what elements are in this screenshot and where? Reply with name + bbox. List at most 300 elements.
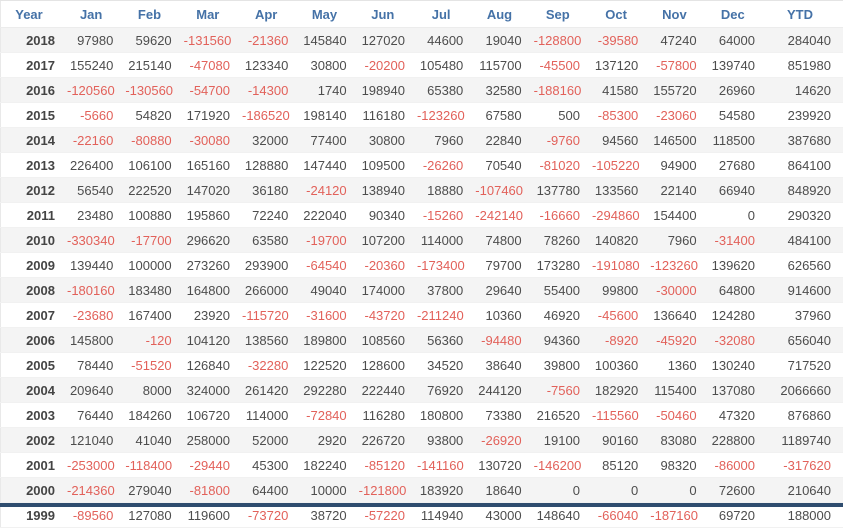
value-cell: -47080	[184, 53, 242, 78]
value-cell: -146200	[534, 453, 592, 478]
value-cell: 273260	[184, 253, 242, 278]
value-cell: 145840	[300, 28, 358, 53]
value-cell: -50460	[650, 403, 708, 428]
value-cell: 56360	[417, 328, 475, 353]
value-cell: 198940	[359, 78, 417, 103]
value-cell: 851980	[767, 53, 843, 78]
value-cell: -330340	[67, 228, 125, 253]
value-cell: -115560	[592, 403, 650, 428]
value-cell: -107460	[475, 178, 533, 203]
year-cell: 2014	[1, 128, 68, 153]
value-cell: -115720	[242, 303, 300, 328]
column-header-jan[interactable]: Jan	[67, 1, 125, 28]
table-row	[1, 453, 843, 478]
year-cell: 2004	[1, 378, 68, 403]
value-cell: 279040	[125, 478, 183, 503]
value-cell: 7960	[650, 228, 708, 253]
table-header	[1, 1, 843, 28]
table-row	[1, 353, 843, 378]
value-cell: 22140	[650, 178, 708, 203]
value-cell: -186520	[242, 103, 300, 128]
value-cell: 114940	[417, 503, 475, 528]
value-cell: -45600	[592, 303, 650, 328]
column-header-apr[interactable]: Apr	[242, 1, 300, 28]
header-row	[1, 1, 843, 28]
value-cell: 239920	[767, 103, 843, 128]
value-cell: -26260	[417, 153, 475, 178]
value-cell: -86000	[709, 453, 767, 478]
value-cell: 122520	[300, 353, 358, 378]
value-cell: 66940	[709, 178, 767, 203]
value-cell: -32280	[242, 353, 300, 378]
year-cell: 2008	[1, 278, 68, 303]
value-cell: 261420	[242, 378, 300, 403]
value-cell: -29440	[184, 453, 242, 478]
value-cell: -19700	[300, 228, 358, 253]
value-cell: 100880	[125, 203, 183, 228]
value-cell: 99800	[592, 278, 650, 303]
value-cell: 38720	[300, 503, 358, 528]
value-cell: -73720	[242, 503, 300, 528]
value-cell: 123340	[242, 53, 300, 78]
value-cell: -8920	[592, 328, 650, 353]
value-cell: 182920	[592, 378, 650, 403]
value-cell: 500	[534, 103, 592, 128]
value-cell: 226400	[67, 153, 125, 178]
value-cell: 85120	[592, 453, 650, 478]
value-cell: 98320	[650, 453, 708, 478]
value-cell: 114000	[417, 228, 475, 253]
value-cell: 104120	[184, 328, 242, 353]
table-row	[1, 428, 843, 453]
column-header-year[interactable]: Year	[1, 1, 68, 28]
column-header-feb[interactable]: Feb	[125, 1, 183, 28]
value-cell: 41040	[125, 428, 183, 453]
value-cell: -130560	[125, 78, 183, 103]
value-cell: 10360	[475, 303, 533, 328]
column-header-mar[interactable]: Mar	[184, 1, 242, 28]
column-header-sep[interactable]: Sep	[534, 1, 592, 28]
value-cell: -141160	[417, 453, 475, 478]
value-cell: -22160	[67, 128, 125, 153]
value-cell: 324000	[184, 378, 242, 403]
value-cell: -128800	[534, 28, 592, 53]
value-cell: 258000	[184, 428, 242, 453]
value-cell: -45920	[650, 328, 708, 353]
value-cell: 292280	[300, 378, 358, 403]
value-cell: 45300	[242, 453, 300, 478]
value-cell: 293900	[242, 253, 300, 278]
value-cell: -173400	[417, 253, 475, 278]
column-header-aug[interactable]: Aug	[475, 1, 533, 28]
value-cell: -57800	[650, 53, 708, 78]
value-cell: -5660	[67, 103, 125, 128]
table-row	[1, 253, 843, 278]
value-cell: -64540	[300, 253, 358, 278]
value-cell: 198140	[300, 103, 358, 128]
value-cell: -242140	[475, 203, 533, 228]
value-cell: 73380	[475, 403, 533, 428]
value-cell: -30000	[650, 278, 708, 303]
value-cell: 2066660	[767, 378, 843, 403]
value-cell: -39580	[592, 28, 650, 53]
value-cell: 78440	[67, 353, 125, 378]
value-cell: 876860	[767, 403, 843, 428]
value-cell: 195860	[184, 203, 242, 228]
value-cell: -294860	[592, 203, 650, 228]
year-cell: 2009	[1, 253, 68, 278]
value-cell: 107200	[359, 228, 417, 253]
value-cell: 43000	[475, 503, 533, 528]
value-cell: 10000	[300, 478, 358, 503]
value-cell: 64800	[709, 278, 767, 303]
year-cell: 2011	[1, 203, 68, 228]
value-cell: 167400	[125, 303, 183, 328]
value-cell: 37960	[767, 303, 843, 328]
value-cell: -9760	[534, 128, 592, 153]
value-cell: 47320	[709, 403, 767, 428]
value-cell: 222040	[300, 203, 358, 228]
value-cell: 64000	[709, 28, 767, 53]
table-row	[1, 478, 843, 503]
value-cell: 106720	[184, 403, 242, 428]
value-cell: 484100	[767, 228, 843, 253]
value-cell: 1189740	[767, 428, 843, 453]
table-row	[1, 178, 843, 203]
value-cell: 0	[650, 478, 708, 503]
value-cell: 54820	[125, 103, 183, 128]
value-cell: -51520	[125, 353, 183, 378]
column-header-jul[interactable]: Jul	[417, 1, 475, 28]
value-cell: 171920	[184, 103, 242, 128]
value-cell: 41580	[592, 78, 650, 103]
value-cell: 90160	[592, 428, 650, 453]
value-cell: 137780	[534, 178, 592, 203]
year-cell: 2000	[1, 478, 68, 503]
value-cell: 109500	[359, 153, 417, 178]
value-cell: 47240	[650, 28, 708, 53]
value-cell: -7560	[534, 378, 592, 403]
table-row	[1, 203, 843, 228]
value-cell: 130240	[709, 353, 767, 378]
value-cell: 118500	[709, 128, 767, 153]
value-cell: 74800	[475, 228, 533, 253]
value-cell: 290320	[767, 203, 843, 228]
value-cell: 100000	[125, 253, 183, 278]
value-cell: 626560	[767, 253, 843, 278]
value-cell: 7960	[417, 128, 475, 153]
value-cell: -214360	[67, 478, 125, 503]
table-row	[1, 228, 843, 253]
year-cell: 2015	[1, 103, 68, 128]
column-header-ytd[interactable]: YTD	[767, 1, 843, 28]
year-cell: 2003	[1, 403, 68, 428]
value-cell: 189800	[300, 328, 358, 353]
value-cell: 717520	[767, 353, 843, 378]
value-cell: 133560	[592, 178, 650, 203]
value-cell: 30800	[300, 53, 358, 78]
value-cell: 44600	[417, 28, 475, 53]
value-cell: 22840	[475, 128, 533, 153]
value-cell: -131560	[184, 28, 242, 53]
value-cell: 2920	[300, 428, 358, 453]
value-cell: 173280	[534, 253, 592, 278]
year-cell: 2016	[1, 78, 68, 103]
value-cell: 59620	[125, 28, 183, 53]
table-row	[1, 78, 843, 103]
value-cell: 184260	[125, 403, 183, 428]
value-cell: -32080	[709, 328, 767, 353]
value-cell: 14620	[767, 78, 843, 103]
value-cell: 105480	[417, 53, 475, 78]
bottom-bar	[0, 503, 843, 507]
value-cell: -31400	[709, 228, 767, 253]
value-cell: -123260	[417, 103, 475, 128]
value-cell: 848920	[767, 178, 843, 203]
column-header-may[interactable]: May	[300, 1, 358, 28]
year-cell: 2017	[1, 53, 68, 78]
value-cell: 93800	[417, 428, 475, 453]
value-cell: 67580	[475, 103, 533, 128]
column-header-jun[interactable]: Jun	[359, 1, 417, 28]
value-cell: -123260	[650, 253, 708, 278]
value-cell: 165160	[184, 153, 242, 178]
value-cell: 116180	[359, 103, 417, 128]
value-cell: 26960	[709, 78, 767, 103]
value-cell: 55400	[534, 278, 592, 303]
year-cell: 2013	[1, 153, 68, 178]
value-cell: 23920	[184, 303, 242, 328]
year-cell: 2010	[1, 228, 68, 253]
value-cell: 106100	[125, 153, 183, 178]
value-cell: -188160	[534, 78, 592, 103]
value-cell: 284040	[767, 28, 843, 53]
year-cell: 2007	[1, 303, 68, 328]
value-cell: 49040	[300, 278, 358, 303]
value-cell: -30080	[184, 128, 242, 153]
value-cell: 94360	[534, 328, 592, 353]
value-cell: -81800	[184, 478, 242, 503]
value-cell: 864100	[767, 153, 843, 178]
value-cell: -85120	[359, 453, 417, 478]
value-cell: 72240	[242, 203, 300, 228]
value-cell: 180800	[417, 403, 475, 428]
value-cell: 0	[534, 478, 592, 503]
value-cell: 128880	[242, 153, 300, 178]
value-cell: 97980	[67, 28, 125, 53]
value-cell: 147440	[300, 153, 358, 178]
value-cell: 137080	[709, 378, 767, 403]
value-cell: 108560	[359, 328, 417, 353]
value-cell: 115400	[650, 378, 708, 403]
value-cell: 34520	[417, 353, 475, 378]
value-cell: -120560	[67, 78, 125, 103]
table-row	[1, 328, 843, 353]
value-cell: 32000	[242, 128, 300, 153]
value-cell: 52000	[242, 428, 300, 453]
value-cell: 90340	[359, 203, 417, 228]
value-cell: 76440	[67, 403, 125, 428]
value-cell: -66040	[592, 503, 650, 528]
value-cell: 56540	[67, 178, 125, 203]
value-cell: -118400	[125, 453, 183, 478]
year-cell: 2006	[1, 328, 68, 353]
value-cell: 124280	[709, 303, 767, 328]
value-cell: -191080	[592, 253, 650, 278]
value-cell: 27680	[709, 153, 767, 178]
column-header-dec[interactable]: Dec	[709, 1, 767, 28]
table-row	[1, 303, 843, 328]
value-cell: 38640	[475, 353, 533, 378]
column-header-oct[interactable]: Oct	[592, 1, 650, 28]
value-cell: 119600	[184, 503, 242, 528]
value-cell: 155240	[67, 53, 125, 78]
value-cell: 155720	[650, 78, 708, 103]
value-cell: 94900	[650, 153, 708, 178]
year-cell: 2005	[1, 353, 68, 378]
value-cell: -211240	[417, 303, 475, 328]
value-cell: 78260	[534, 228, 592, 253]
table-row	[1, 153, 843, 178]
value-cell: 65380	[417, 78, 475, 103]
value-cell: -54700	[184, 78, 242, 103]
value-cell: 19100	[534, 428, 592, 453]
value-cell: -20360	[359, 253, 417, 278]
value-cell: -21360	[242, 28, 300, 53]
value-cell: 138940	[359, 178, 417, 203]
value-cell: -80880	[125, 128, 183, 153]
value-cell: 70540	[475, 153, 533, 178]
value-cell: -45500	[534, 53, 592, 78]
value-cell: 116280	[359, 403, 417, 428]
value-cell: -81020	[534, 153, 592, 178]
value-cell: 138560	[242, 328, 300, 353]
value-cell: 19040	[475, 28, 533, 53]
value-cell: -85300	[592, 103, 650, 128]
value-cell: 126840	[184, 353, 242, 378]
value-cell: 115700	[475, 53, 533, 78]
value-cell: 914600	[767, 278, 843, 303]
value-cell: -23680	[67, 303, 125, 328]
value-cell: -187160	[650, 503, 708, 528]
value-cell: 29640	[475, 278, 533, 303]
value-cell: -15260	[417, 203, 475, 228]
value-cell: 36180	[242, 178, 300, 203]
table-row	[1, 403, 843, 428]
value-cell: -43720	[359, 303, 417, 328]
value-cell: 244120	[475, 378, 533, 403]
value-cell: 72600	[709, 478, 767, 503]
value-cell: 145800	[67, 328, 125, 353]
value-cell: 148640	[534, 503, 592, 528]
value-cell: 37800	[417, 278, 475, 303]
value-cell: -89560	[67, 503, 125, 528]
year-cell: 2001	[1, 453, 68, 478]
value-cell: 215140	[125, 53, 183, 78]
table-body	[1, 28, 843, 528]
value-cell: 54580	[709, 103, 767, 128]
value-cell: 63580	[242, 228, 300, 253]
value-cell: 1360	[650, 353, 708, 378]
value-cell: 127080	[125, 503, 183, 528]
table-row	[1, 128, 843, 153]
value-cell: 226720	[359, 428, 417, 453]
value-cell: -16660	[534, 203, 592, 228]
value-cell: 77400	[300, 128, 358, 153]
value-cell: -31600	[300, 303, 358, 328]
value-cell: -253000	[67, 453, 125, 478]
value-cell: -20200	[359, 53, 417, 78]
value-cell: -57220	[359, 503, 417, 528]
value-cell: -72840	[300, 403, 358, 428]
value-cell: 69720	[709, 503, 767, 528]
value-cell: 154400	[650, 203, 708, 228]
value-cell: -14300	[242, 78, 300, 103]
value-cell: 1740	[300, 78, 358, 103]
value-cell: 64400	[242, 478, 300, 503]
value-cell: 127020	[359, 28, 417, 53]
value-cell: 228800	[709, 428, 767, 453]
value-cell: -94480	[475, 328, 533, 353]
year-cell: 2018	[1, 28, 68, 53]
value-cell: 656040	[767, 328, 843, 353]
value-cell: 18880	[417, 178, 475, 203]
value-cell: 139440	[67, 253, 125, 278]
value-cell: 147020	[184, 178, 242, 203]
value-cell: 0	[592, 478, 650, 503]
value-cell: 30800	[359, 128, 417, 153]
value-cell: -26920	[475, 428, 533, 453]
table-row	[1, 28, 843, 53]
value-cell: 18640	[475, 478, 533, 503]
value-cell: 100360	[592, 353, 650, 378]
value-cell: 79700	[475, 253, 533, 278]
value-cell: -121800	[359, 478, 417, 503]
value-cell: 130720	[475, 453, 533, 478]
column-header-nov[interactable]: Nov	[650, 1, 708, 28]
value-cell: 137120	[592, 53, 650, 78]
value-cell: 216520	[534, 403, 592, 428]
table-row	[1, 53, 843, 78]
value-cell: 94560	[592, 128, 650, 153]
value-cell: 209640	[67, 378, 125, 403]
value-cell: 83080	[650, 428, 708, 453]
value-cell: 188000	[767, 503, 843, 528]
value-cell: -120	[125, 328, 183, 353]
value-cell: 136640	[650, 303, 708, 328]
value-cell: 174000	[359, 278, 417, 303]
value-cell: -17700	[125, 228, 183, 253]
year-cell: 2012	[1, 178, 68, 203]
value-cell: 183920	[417, 478, 475, 503]
value-cell: -24120	[300, 178, 358, 203]
value-cell: 296620	[184, 228, 242, 253]
value-cell: 222440	[359, 378, 417, 403]
value-cell: 23480	[67, 203, 125, 228]
value-cell: 46920	[534, 303, 592, 328]
value-cell: -180160	[67, 278, 125, 303]
value-cell: 114000	[242, 403, 300, 428]
value-cell: 0	[709, 203, 767, 228]
value-cell: 146500	[650, 128, 708, 153]
value-cell: 210640	[767, 478, 843, 503]
value-cell: 128600	[359, 353, 417, 378]
value-cell: -317620	[767, 453, 843, 478]
value-cell: 183480	[125, 278, 183, 303]
value-cell: 140820	[592, 228, 650, 253]
value-cell: -105220	[592, 153, 650, 178]
year-cell: 1999	[1, 503, 68, 528]
